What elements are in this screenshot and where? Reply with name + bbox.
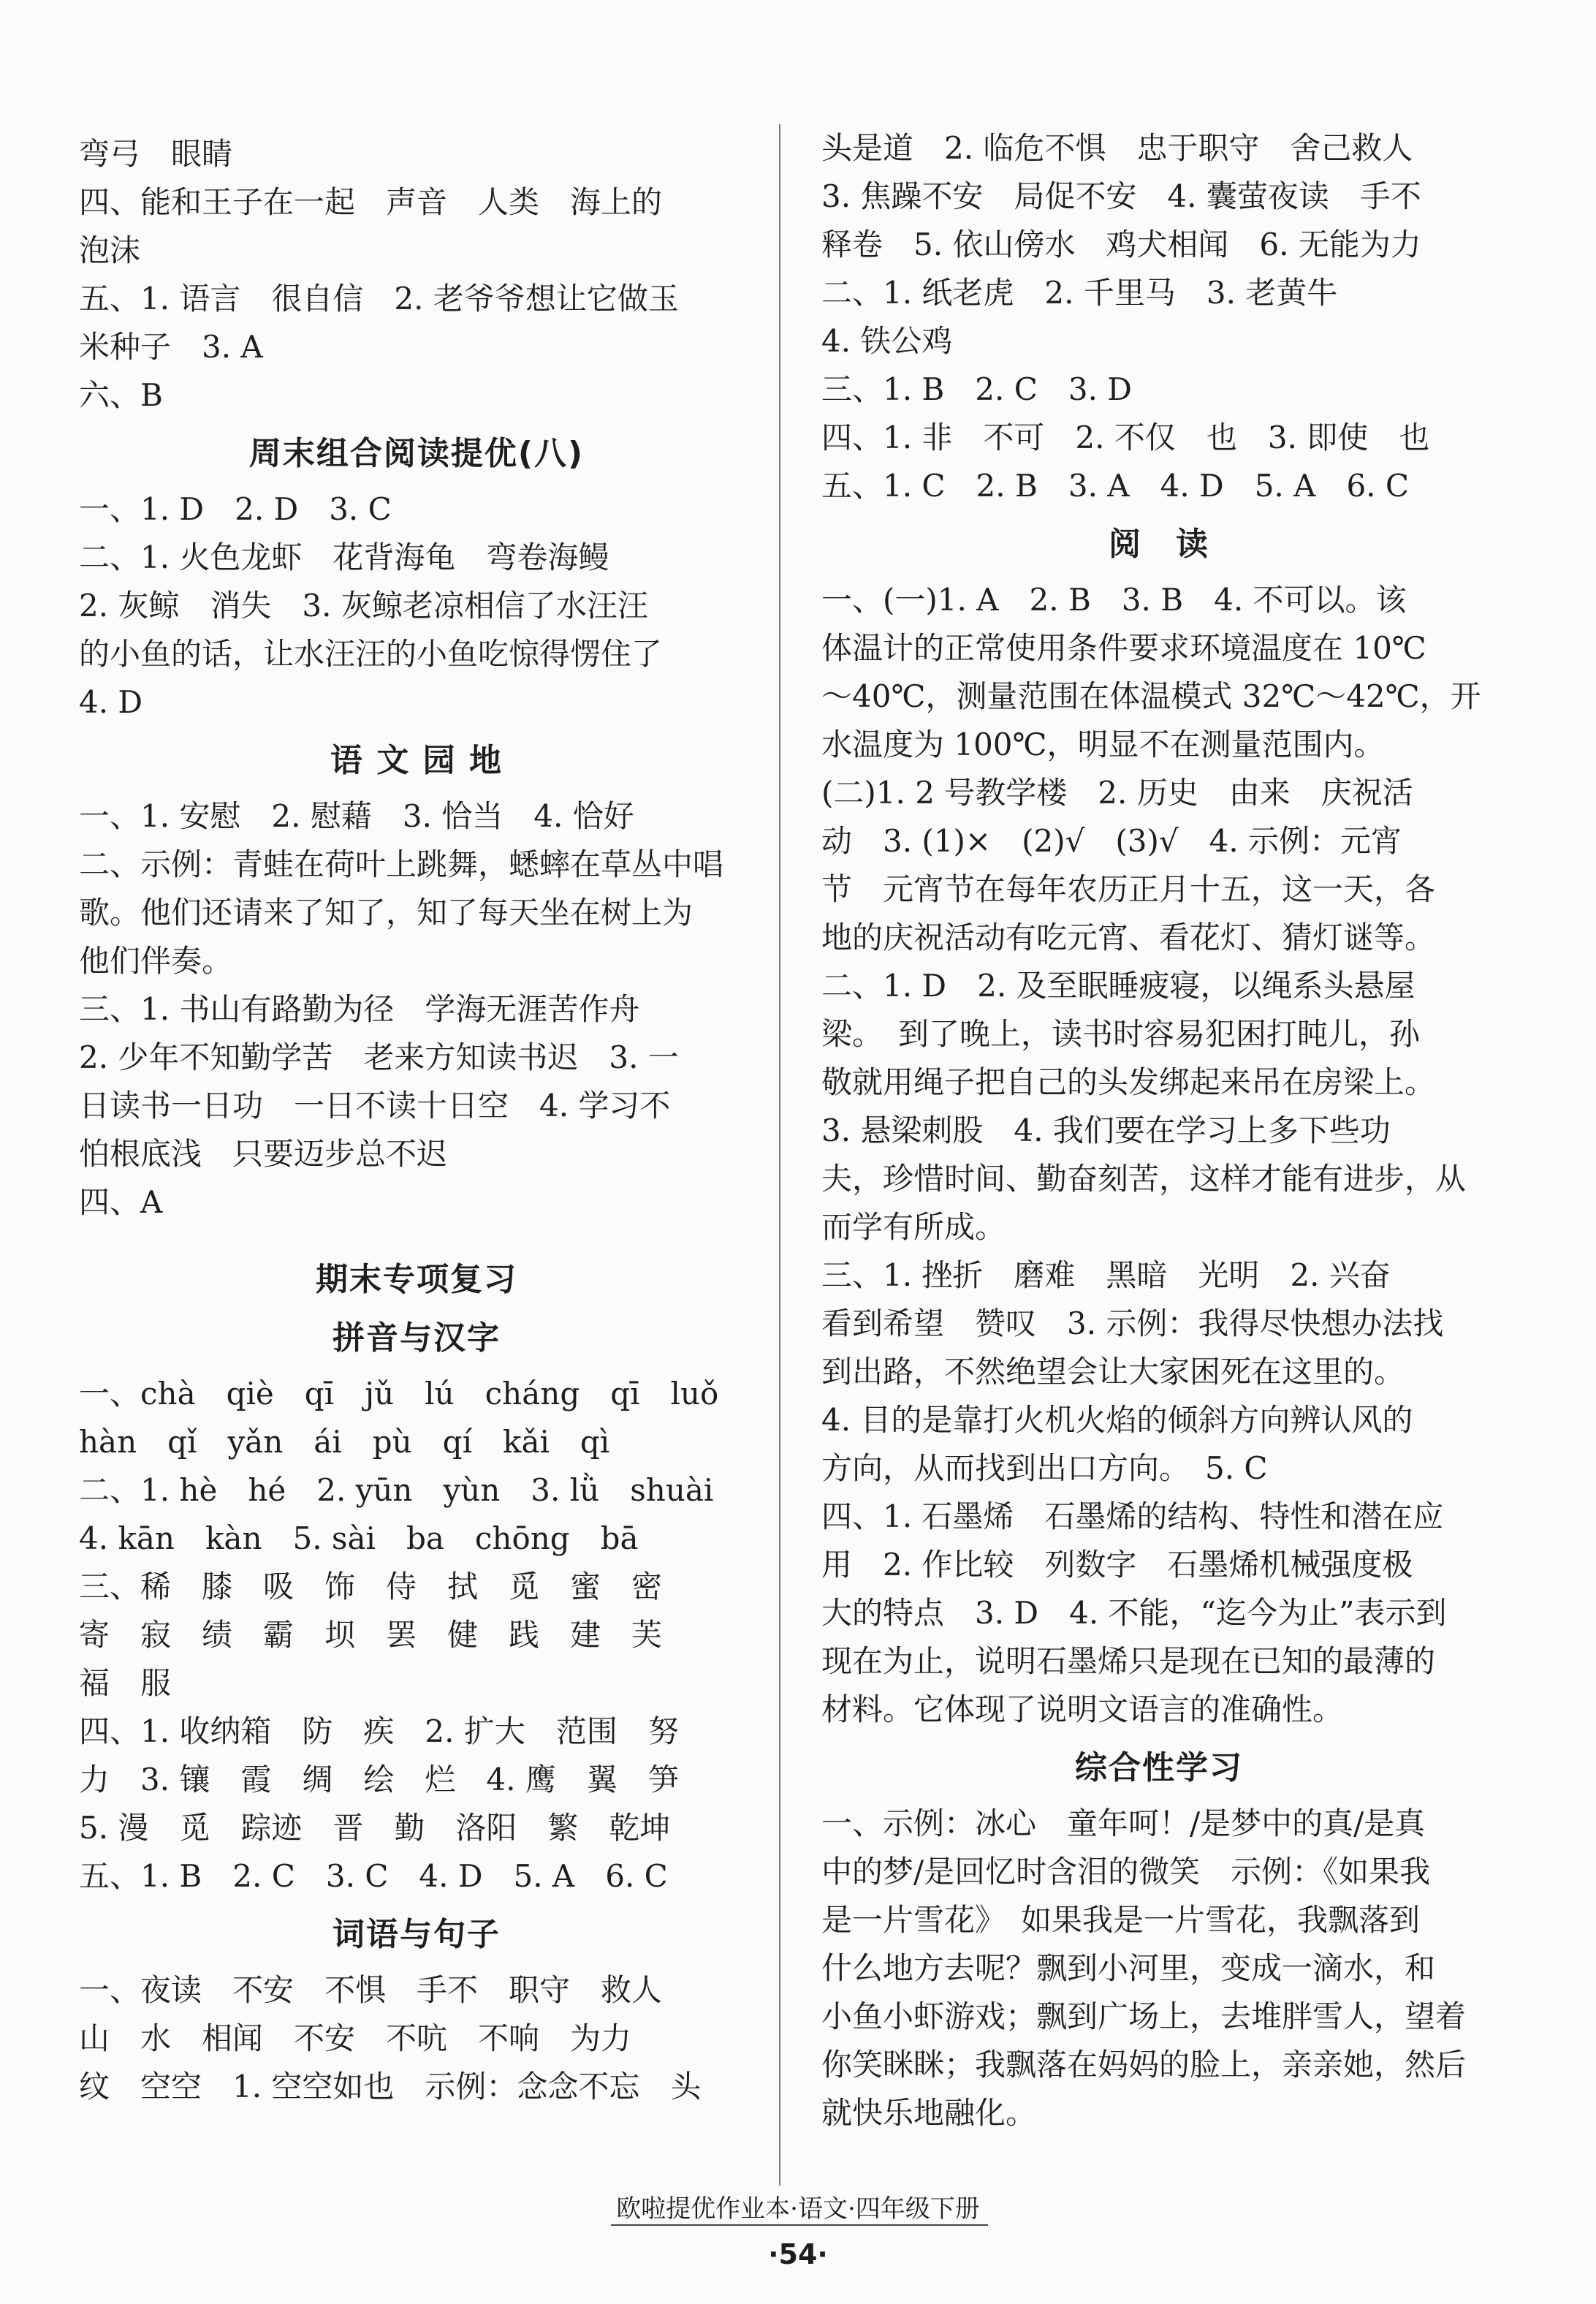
answer-line: 五、1. C 2. B 3. A 4. D 5. A 6. C [821, 468, 1410, 504]
answer-line: 就快乐地融化。 [821, 2095, 1037, 2131]
answer-line: 是一片雪花》 如果我是一片雪花，我飘落到 [821, 1902, 1421, 1938]
answer-line: 看到希望 赞叹 3. 示例：我得尽快想办法找 [821, 1306, 1444, 1341]
answer-line: 的小鱼的话，让水汪汪的小鱼吃惊得愣住了 [79, 636, 663, 672]
answer-line: 用 2. 作比较 列数字 石墨烯机械强度极 [821, 1547, 1413, 1583]
column-divider [779, 124, 780, 2186]
section-heading: 词语与句子 [332, 1916, 501, 1953]
answer-line: 三、1. 书山有路勤为径 学海无涯苦作舟 [79, 991, 640, 1027]
answer-line: 四、1. 非 不可 2. 不仅 也 3. 即使 也 [821, 420, 1430, 455]
answer-line: 福 服 [79, 1665, 172, 1701]
answer-line: 小鱼小虾游戏；飘到广场上，去堆胖雪人，望着 [821, 1998, 1467, 2034]
answer-line: 梁。 到了晚上，读书时容易犯困打盹儿，孙 [821, 1016, 1421, 1052]
answer-line: 山 水 相闻 不安 不吭 不响 为力 [79, 2020, 632, 2056]
answer-line: 日读书一日功 一日不读十日空 4. 学习不 [79, 1088, 671, 1123]
answer-line: 4. 目的是靠打火机火焰的倾斜方向辨认风的 [821, 1402, 1413, 1438]
answer-line: 4. kān kàn 5. sài ba chōng bā [79, 1520, 639, 1556]
answer-line: 四、1. 石墨烯 石墨烯的结构、特性和潜在应 [821, 1498, 1444, 1534]
answer-line: 三、1. B 2. C 3. D [821, 371, 1132, 407]
answer-line: 力 3. 镶 霞 绸 绘 烂 4. 鹰 翼 笋 [79, 1762, 679, 1797]
answer-line: 一、chà qiè qī jǔ lú cháng qī luǒ [79, 1376, 719, 1411]
answer-line: 现在为止，说明石墨烯只是现在已知的最薄的 [821, 1643, 1436, 1679]
answer-line: 二、1. D 2. 及至眠睡疲寝，以绳系头悬屋 [821, 968, 1416, 1004]
answer-line: 动 3. (1)× (2)√ (3)√ 4. 示例：元宵 [821, 823, 1402, 859]
section-heading: 语 文 园 地 [330, 742, 503, 779]
answer-line: 泡沫 [79, 232, 141, 268]
answer-line: 四、A [79, 1184, 163, 1220]
answer-line: 一、夜读 不安 不惧 手不 职守 救人 [79, 1972, 663, 2008]
section-heading: 期末专项复习 [316, 1261, 517, 1298]
answer-line: 二、1. hè hé 2. yūn yùn 3. lǜ shuài [79, 1472, 714, 1508]
section-heading: 周末组合阅读提优(八) [248, 435, 585, 472]
answer-line: 节 元宵节在每年农历正月十五，这一天，各 [821, 871, 1436, 907]
answer-line: 3. 悬梁刺股 4. 我们要在学习上多下些功 [821, 1113, 1391, 1148]
page-number: ·54· [768, 2238, 828, 2270]
answer-line: 四、1. 收纳箱 防 疾 2. 扩大 范围 努 [79, 1713, 679, 1749]
footer-rule [611, 2224, 988, 2226]
answer-line: 纹 空空 1. 空空如也 示例：念念不忘 头 [79, 2069, 702, 2104]
answer-line: 歌。他们还请来了知了，知了每天坐在树上为 [79, 895, 694, 931]
right-column [821, 124, 1497, 2137]
answer-line: 敬就用绳子把自己的头发绑起来吊在房梁上。 [821, 1064, 1436, 1100]
answer-line: 三、1. 挫折 磨难 黑暗 光明 2. 兴奋 [821, 1257, 1391, 1293]
answer-line: 2. 灰鲸 消失 3. 灰鲸老凉相信了水汪汪 [79, 588, 648, 624]
answer-line: ～40℃，测量范围在体温模式 32℃～42℃，开 [821, 678, 1481, 714]
answer-line: 二、1. 火色龙虾 花背海龟 弯卷海鳗 [79, 539, 609, 575]
answer-line: 什么地方去呢？飘到小河里，变成一滴水，和 [821, 1950, 1436, 1986]
answer-line: 一、1. D 2. D 3. C [79, 491, 392, 527]
answer-line: 一、示例：冰心 童年呵！/是梦中的真/是真 [821, 1805, 1426, 1841]
answer-line: 材料。它体现了说明文语言的准确性。 [821, 1691, 1344, 1727]
answer-line: (二)1. 2 号教学楼 2. 历史 由来 庆祝活 [821, 775, 1413, 811]
footer-book-title: 欧啦提优作业本·语文·四年级下册 [616, 2194, 980, 2224]
answer-line: 五、1. 语言 很自信 2. 老爷爷想让它做玉 [79, 281, 679, 317]
answer-line: 二、示例：青蛙在荷叶上跳舞，蟋蟀在草丛中唱 [79, 846, 724, 882]
answer-line: 中的梦/是回忆时含泪的微笑 示例：《如果我 [821, 1854, 1431, 1890]
answer-line: 而学有所成。 [821, 1209, 1006, 1245]
answer-line: 水温度为 100℃，明显不在测量范围内。 [821, 727, 1385, 762]
answer-line: 头是道 2. 临危不惧 忠于职守 舍己救人 [821, 130, 1413, 166]
answer-line: 他们伴奏。 [79, 943, 233, 979]
answer-line: 4. 铁公鸡 [821, 323, 953, 359]
section-heading: 综合性学习 [1075, 1749, 1243, 1786]
answer-line: 5. 漫 觅 踪迹 晋 勤 洛阳 繁 乾坤 [79, 1810, 671, 1846]
section-heading: 拼音与汉字 [332, 1319, 501, 1357]
answer-line: 怕根底浅 只要迈步总不迟 [79, 1136, 448, 1172]
answer-line: 米种子 3. A [79, 329, 263, 365]
section-heading: 阅 读 [1109, 526, 1209, 563]
answer-line: 释卷 5. 依山傍水 鸡犬相闻 6. 无能为力 [821, 227, 1421, 262]
answer-line: 体温计的正常使用条件要求环境温度在 10℃ [821, 630, 1426, 666]
answer-line: 一、1. 安慰 2. 慰藉 3. 恰当 4. 恰好 [79, 798, 634, 834]
answer-line: 五、1. B 2. C 3. C 4. D 5. A 6. C [79, 1858, 668, 1894]
answer-line: 4. D [79, 684, 143, 720]
answer-line: 六、B [79, 377, 163, 413]
answer-line: 三、稀 膝 吸 饰 侍 拭 觅 蜜 密 [79, 1569, 663, 1604]
answer-line: 一、(一)1. A 2. B 3. B 4. 不可以。该 [821, 582, 1407, 618]
answer-line: 方向，从而找到出口方向。 5. C [821, 1450, 1268, 1486]
answer-line: 二、1. 纸老虎 2. 千里马 3. 老黄牛 [821, 275, 1338, 311]
answer-line: 四、能和王子在一起 声音 人类 海上的 [79, 184, 663, 220]
answer-line: 寄 寂 绩 霸 坝 罢 健 践 建 芙 [79, 1617, 663, 1653]
answer-line: 2. 少年不知勤学苦 老来方知读书迟 3. 一 [79, 1039, 679, 1075]
answer-line: 地的庆祝活动有吃元宵、看花灯、猜灯谜等。 [821, 920, 1436, 955]
answer-line: hàn qǐ yǎn ái pù qí kǎi qì [79, 1424, 610, 1460]
answer-line: 弯弓 眼睛 [79, 136, 233, 172]
answer-line: 你笑眯眯；我飘落在妈妈的脸上，亲亲她，然后 [821, 2047, 1467, 2083]
answer-line: 3. 焦躁不安 局促不安 4. 囊萤夜读 手不 [821, 178, 1421, 214]
left-column [79, 130, 754, 2111]
answer-line: 到出路，不然绝望会让大家困死在这里的。 [821, 1354, 1405, 1390]
answer-line: 夫，珍惜时间、勤奋刻苦，这样才能有进步，从 [821, 1161, 1467, 1197]
answer-line: 大的特点 3. D 4. 不能，“迄今为止”表示到 [821, 1595, 1447, 1631]
